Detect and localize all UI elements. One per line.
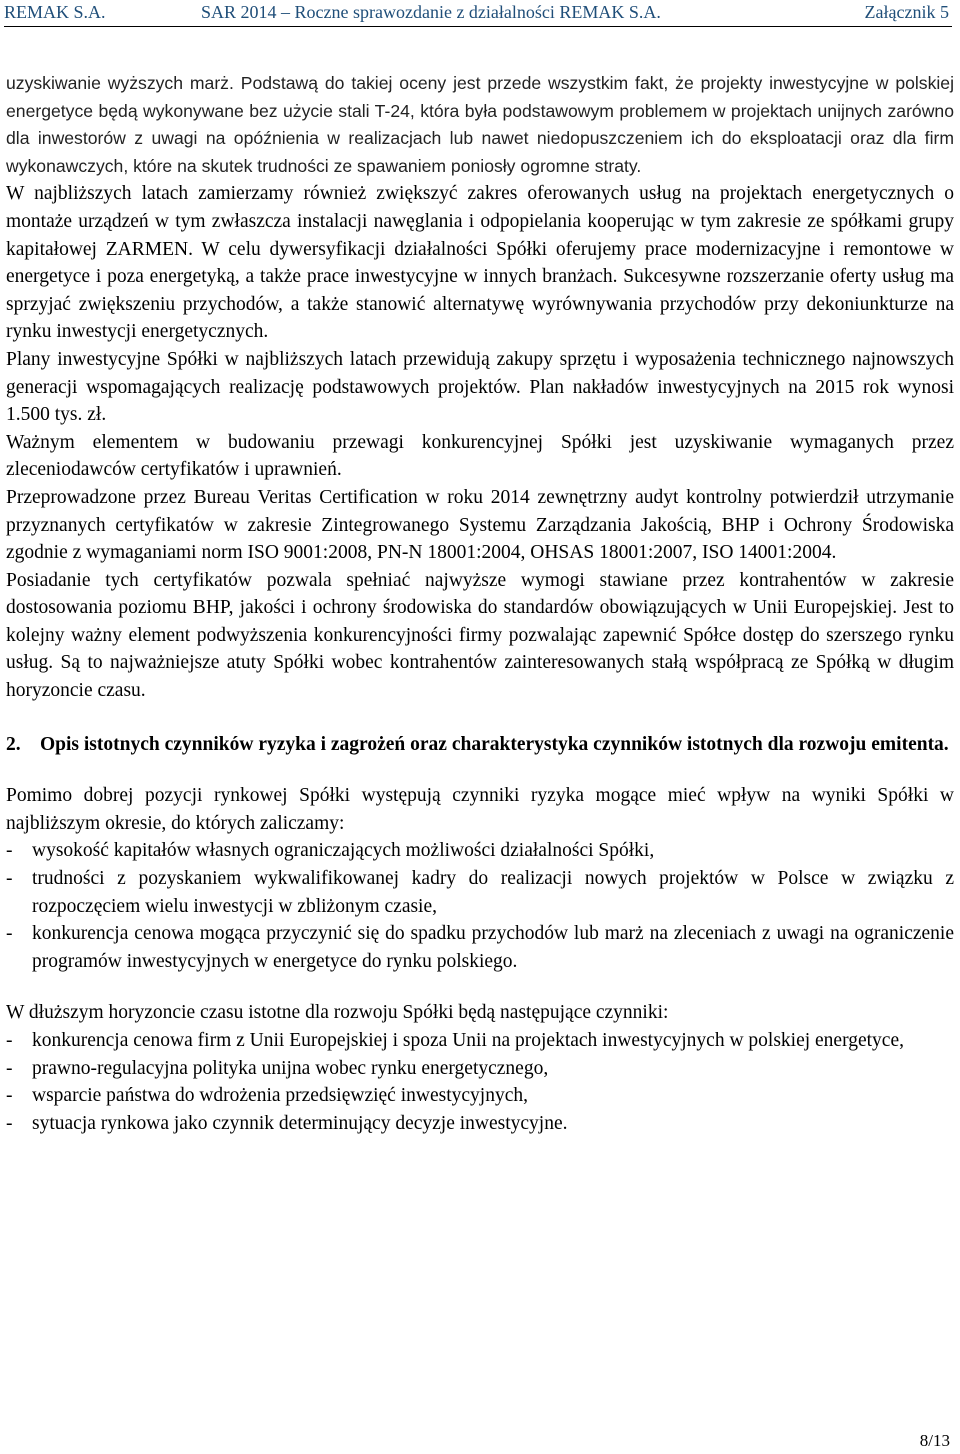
section-number: 2. xyxy=(6,733,21,755)
list-item xyxy=(6,865,954,920)
header-attachment: Załącznik 5 xyxy=(864,2,949,22)
document-body xyxy=(6,70,954,1137)
spacer xyxy=(6,758,954,782)
page-number: 8/13 xyxy=(919,1431,950,1450)
paragraph: W najbliższych latach zamierzamy również zwiększyć zakres oferowanych usług na projektach energetycznych o montaże urządzeń w tym zwłaszcza instalacji nawęglania i odpopielania kooperując w tym zakresie ze spółkami grupy kapitałowej ZARMEN. W celu dywersyfikacji działalności Spółki oferujemy prace modernizacyjne i remontowe w energetyce i poza energetyką, a także prace inwestycyjne w innych branżach. Sukcesywne rozszerzanie oferty usług ma sprzyjać zwiększeniu przychodów, a także stanowić alternatywę wyrównywania przychodów przy dekoniunkturze na rynku inwestycji energetycznych. xyxy=(6,183,954,343)
list-dash: - xyxy=(6,1030,13,1051)
section-heading xyxy=(6,731,954,759)
list-item xyxy=(6,920,954,975)
header-company: REMAK S.A. xyxy=(4,2,106,22)
list-item xyxy=(6,837,954,865)
risk-intro: Pomimo dobrej pozycji rynkowej Spółki występują czynniki ryzyka mogące mieć wpływ na wyniki Spółki w najbliższym okresie, do których zaliczamy: xyxy=(6,785,954,834)
paragraph: Przeprowadzone przez Bureau Veritas Certification w roku 2014 zewnętrzny audyt kontrolny potwierdził utrzymanie przyznanych certyfikatów w zakresie Zintegrowanego Systemu Zarządzania Jakością, BHP i Ochrony Środowiska zgodnie z wymaganiami norm ISO 9001:2008, PN-N 18001:2004, OHSAS 18001:2007, ISO 14001:2004. xyxy=(6,486,954,564)
list-item-text: wysokość kapitałów własnych ograniczających możliwości działalności Spółki, xyxy=(32,840,655,862)
paragraph: Plany inwestycyjne Spółki w najbliższych latach przewidują zakupy sprzętu i wyposażenia technicznego najnowszych generacji wspomagających realizację podstawowych projektów. Plan nakładów inwestycyjnych na 2015 rok wynosi 1.500 tys. zł. xyxy=(6,348,954,426)
list-item xyxy=(6,1027,954,1055)
paragraph: uzyskiwanie wyższych marż. Podstawą do takiej oceny jest przede wszystkim fakt, że projekty inwestycyjne w polskiej energetyce będą wykonywane bez użycie stali T-24, która była podstawowym problemem w projektach unijnych zarówno dla inwestorów z uwagi na opóźnienia w realizacjach lub nawet niedopuszczeniem ich do eksploatacji oraz dla firm wykonawczych, które na skutek trudności ze spawaniem poniosły ogromne straty. xyxy=(6,73,954,176)
list-item-text: wsparcie państwa do wdrożenia przedsięwzięć inwestycyjnych, xyxy=(32,1085,528,1107)
list-item-text: trudności z pozyskaniem wykwalifikowanej kadry do realizacji nowych projektów w Polsce w związku z rozpoczęciem wielu inwestycji w zbliżonym czasie, xyxy=(32,868,954,917)
risk-list xyxy=(6,837,954,975)
header-report-title: SAR 2014 – Roczne sprawozdanie z działalności REMAK S.A. xyxy=(201,2,661,22)
longterm-intro: W dłuższym horyzoncie czasu istotne dla rozwoju Spółki będą następujące czynniki: xyxy=(6,1002,669,1024)
list-item-text: prawno-regulacyjna polityka unijna wobec rynku energetycznego, xyxy=(32,1057,549,1079)
page-header xyxy=(4,0,952,27)
list-item-text: sytuacja rynkowa jako czynnik determinujący decyzje inwestycyjne. xyxy=(32,1112,568,1134)
spacer xyxy=(6,705,954,729)
list-item xyxy=(6,1055,954,1083)
paragraph: Posiadanie tych certyfikatów pozwala spełniać najwyższe wymogi stawiane przez kontrahentów w zakresie dostosowania poziomu BHP, jakości i ochrony środowiska do standardów obowiązujących w Unii Europejskiej. Jest to kolejny ważny element podwyższenia konkurencyjności firmy pozwalając zapewnić Spółce dostęp do szerszego rynku usług. Są to najważniejsze atuty Spółki wobec kontrahentów zainteresowanych stałą współpracą ze Spółką w długim horyzoncie czasu. xyxy=(6,569,954,702)
longterm-list xyxy=(6,1027,954,1137)
section-title: Opis istotnych czynników ryzyka i zagrożeń oraz charakterystyka czynników istotnych dla rozwoju emitenta. xyxy=(40,733,949,755)
list-item xyxy=(6,1110,954,1138)
list-dash: - xyxy=(6,1085,13,1107)
list-dash: - xyxy=(6,868,13,890)
list-dash: - xyxy=(6,1057,13,1079)
paragraph: Ważnym elementem w budowaniu przewagi konkurencyjnej Spółki jest uzyskiwanie wymaganych przez zleceniodawców certyfikatów i uprawnień. xyxy=(6,431,954,481)
list-dash: - xyxy=(6,840,13,862)
list-item-text: konkurencja cenowa firm z Unii Europejskiej i spoza Unii na projektach inwestycyjnych w polskiej energetyce, xyxy=(32,1030,904,1051)
list-item-text: konkurencja cenowa mogąca przyczynić się do spadku przychodów lub marż na zleceniach z uwagi na ograniczenie programów inwestycyjnych w energetyce do rynku polskiego. xyxy=(32,923,954,972)
spacer xyxy=(6,975,954,999)
list-dash: - xyxy=(6,923,13,945)
list-dash: - xyxy=(6,1112,13,1134)
list-item xyxy=(6,1082,954,1110)
